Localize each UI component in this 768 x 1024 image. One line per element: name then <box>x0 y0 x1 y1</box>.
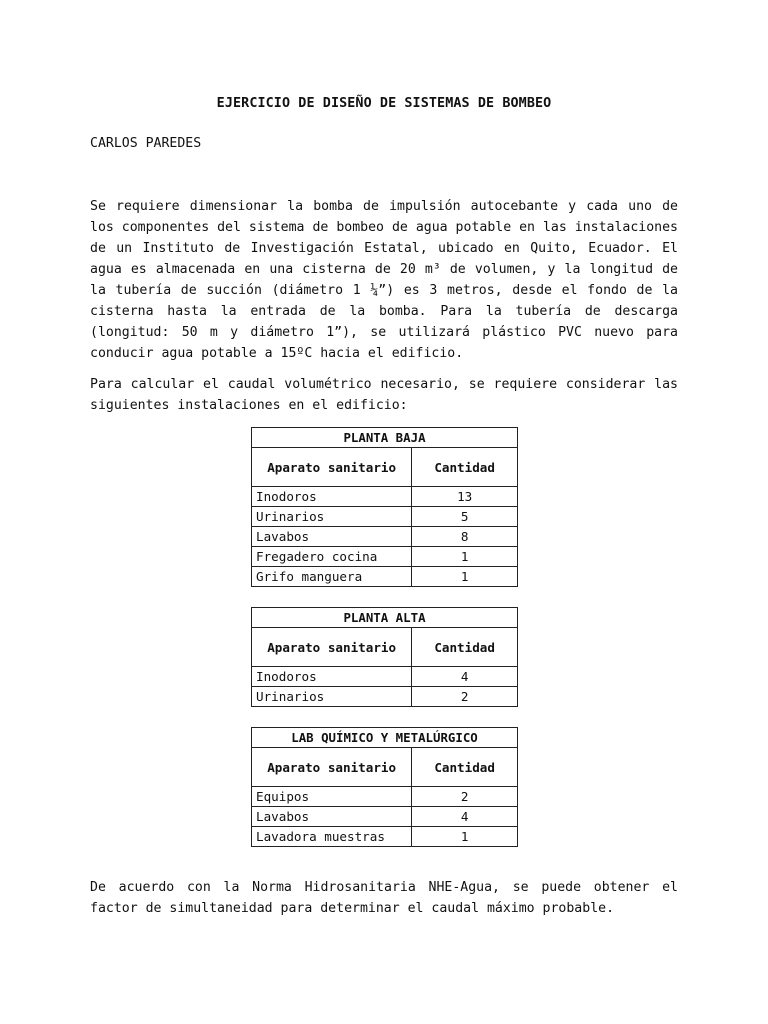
document-title: EJERCICIO DE DISEÑO DE SISTEMAS DE BOMBEO <box>216 96 552 111</box>
item-cell: Inodoros <box>252 667 412 687</box>
table-planta-baja <box>251 427 518 587</box>
item-cell: Lavabos <box>252 527 412 547</box>
intro-installations-paragraph: Para calcular el caudal volumétrico necesario, se requiere considerar las siguientes instalaciones en el edificio: <box>90 377 678 413</box>
author-name: CARLOS PAREDES <box>90 136 202 151</box>
item-cell: Grifo manguera <box>252 567 412 587</box>
table-row <box>252 527 518 547</box>
qty-cell: 8 <box>412 527 518 547</box>
item-cell: Lavabos <box>252 807 412 827</box>
item-cell: Urinarios <box>252 507 412 527</box>
qty-cell: 13 <box>412 487 518 507</box>
table-row <box>252 567 518 587</box>
table-row <box>252 507 518 527</box>
table-title: LAB QUÍMICO Y METALÚRGICO <box>252 728 518 748</box>
table-row <box>252 547 518 567</box>
table-row <box>252 807 518 827</box>
qty-cell: 1 <box>412 567 518 587</box>
qty-cell: 2 <box>412 787 518 807</box>
table-title: PLANTA ALTA <box>252 608 518 628</box>
item-cell: Urinarios <box>252 687 412 707</box>
column-header-qty: Cantidad <box>412 628 518 667</box>
item-cell: Inodoros <box>252 487 412 507</box>
qty-cell: 1 <box>412 827 518 847</box>
table-row <box>252 787 518 807</box>
table-planta-alta <box>251 607 518 707</box>
problem-statement-paragraph: Se requiere dimensionar la bomba de impulsión autocebante y cada uno de los componentes del sistema de bombeo de agua potable en las instalaciones de un Instituto de Investigación Estatal, ubicado en Quito, Ecuador. El agua es almacenada en una cisterna de 20 m³ de volumen, y la longitud de la tubería de succión (diámetro 1 ¼”) es 3 metros, desde el fondo de la cisterna hasta la entrada de la bomba. Para la tubería de descarga (longitud: 50 m y diámetro 1”), se utilizará plástico PVC nuevo para conducir agua potable a 15ºC hacia el edificio. <box>90 199 678 361</box>
table-row <box>252 827 518 847</box>
qty-cell: 4 <box>412 807 518 827</box>
qty-cell: 2 <box>412 687 518 707</box>
table-lab-quimico <box>251 727 518 847</box>
table-row <box>252 667 518 687</box>
qty-cell: 5 <box>412 507 518 527</box>
table-title: PLANTA BAJA <box>252 428 518 448</box>
qty-cell: 4 <box>412 667 518 687</box>
table-row <box>252 687 518 707</box>
conclusion-paragraph: De acuerdo con la Norma Hidrosanitaria NHE-Agua, se puede obtener el factor de simultaneidad para determinar el caudal máximo probable. <box>90 880 678 916</box>
column-header-item: Aparato sanitario <box>252 448 412 487</box>
item-cell: Lavadora muestras <box>252 827 412 847</box>
column-header-item: Aparato sanitario <box>252 628 412 667</box>
column-header-item: Aparato sanitario <box>252 748 412 787</box>
table-row <box>252 487 518 507</box>
column-header-qty: Cantidad <box>412 448 518 487</box>
qty-cell: 1 <box>412 547 518 567</box>
column-header-qty: Cantidad <box>412 748 518 787</box>
item-cell: Fregadero cocina <box>252 547 412 567</box>
item-cell: Equipos <box>252 787 412 807</box>
